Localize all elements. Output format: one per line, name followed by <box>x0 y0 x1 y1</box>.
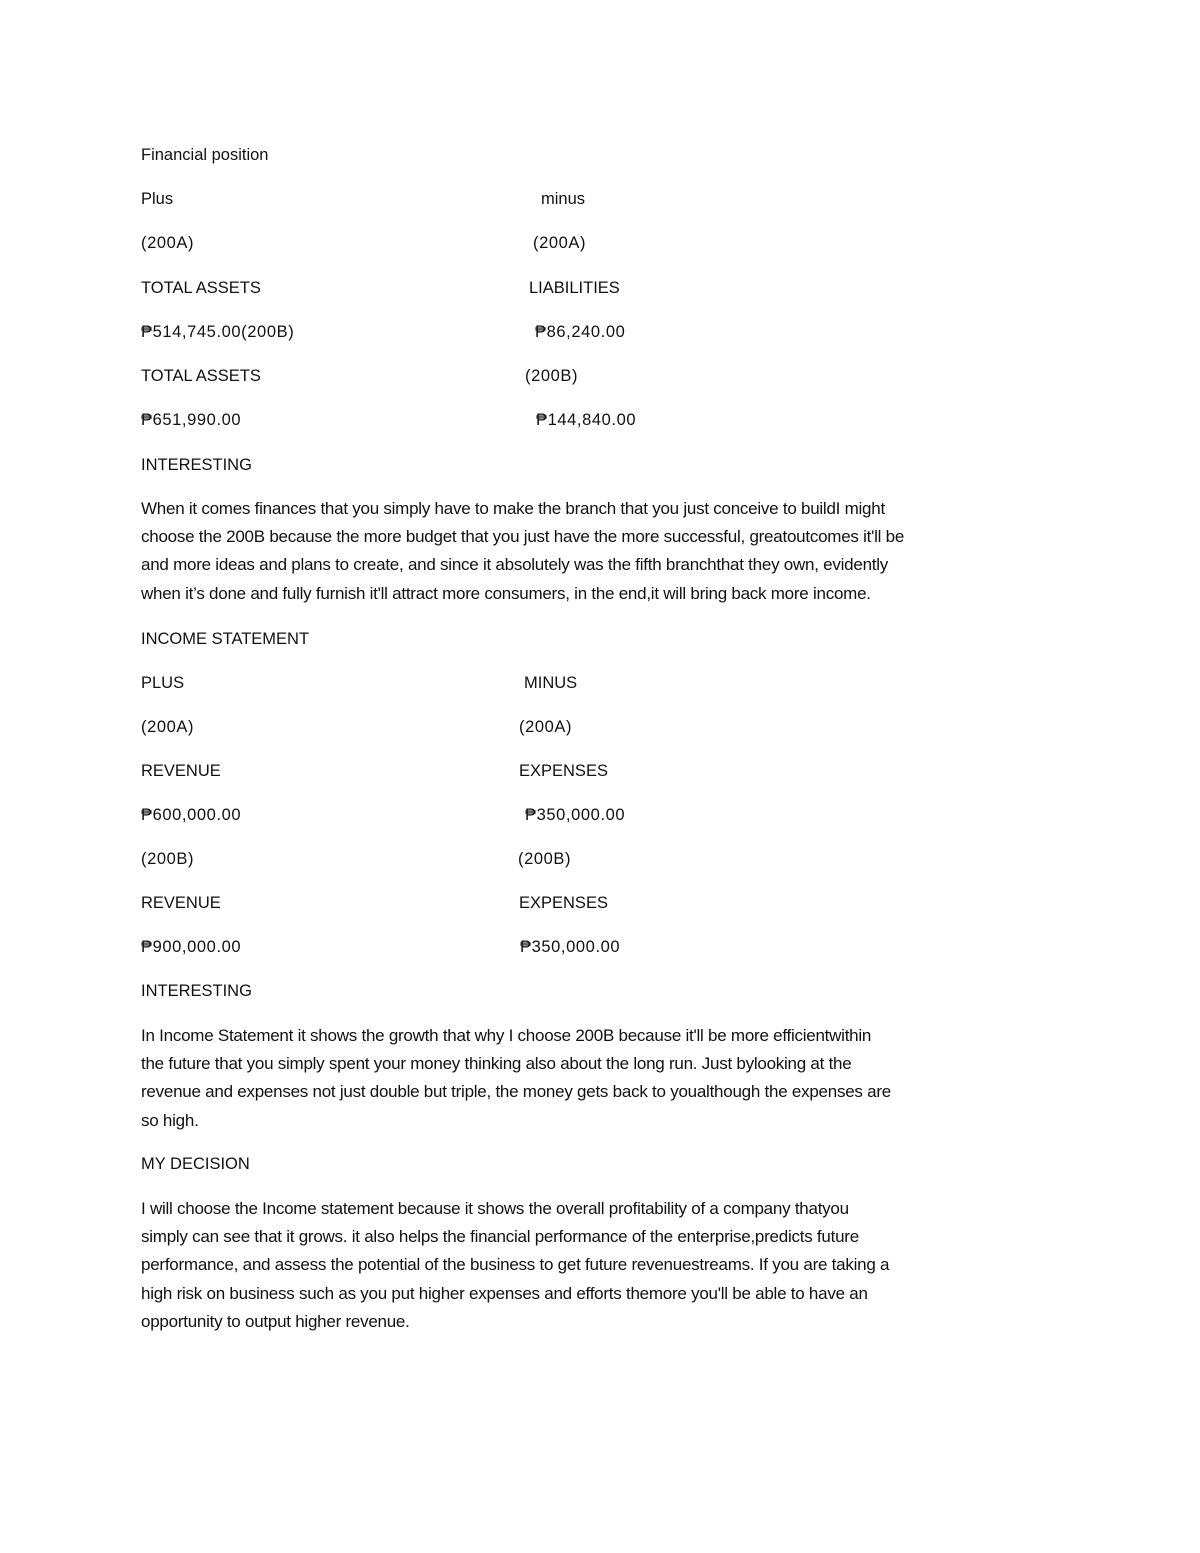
fp-right-cell: (200A) <box>533 234 587 252</box>
fp-paragraph-line: choose the 200B because the more budget that you just have the more successful, greatoutcomes it'll be <box>141 527 905 546</box>
fp-right-cell: LIABILITIES <box>529 279 620 297</box>
fp-right-cell: ₱86,240.00 <box>535 323 626 341</box>
decision-heading: MY DECISION <box>141 1155 250 1173</box>
is-left-cell: PLUS <box>141 674 185 692</box>
is-paragraph-line: revenue and expenses not just double but triple, the money gets back to youalthough the expenses are <box>141 1082 891 1101</box>
is-paragraph-line: In Income Statement it shows the growth that why I choose 200B because it'll be more efficientwithin <box>141 1026 872 1045</box>
is-left-cell: (200A) <box>141 718 195 736</box>
fp-paragraph-line: when it’s done and fully furnish it'll attract more consumers, in the end,it will bring back more income. <box>141 584 871 603</box>
is-paragraph-line: so high. <box>141 1111 199 1130</box>
is-left-cell: REVENUE <box>141 894 221 912</box>
is-left-cell: (200B) <box>141 850 195 868</box>
fp-paragraph-line: and more ideas and plans to create, and since it absolutely was the fifth branchthat they own, evidently <box>141 555 889 574</box>
fp-interesting-heading: INTERESTING <box>141 456 252 474</box>
is-right-cell: MINUS <box>524 674 578 692</box>
is-right-cell: (200B) <box>518 850 572 868</box>
fp-left-cell: TOTAL ASSETS <box>141 279 261 297</box>
fp-left-cell: ₱651,990.00 <box>141 411 242 429</box>
income-statement-heading: INCOME STATEMENT <box>141 630 310 648</box>
is-left-cell: ₱900,000.00 <box>141 938 242 956</box>
fp-right-cell: minus <box>541 190 586 208</box>
is-paragraph-line: the future that you simply spent your money thinking also about the long run. Just bylooking at the <box>141 1054 852 1073</box>
fp-left-cell: (200A) <box>141 234 195 252</box>
fp-left-cell: ₱514,745.00(200B) <box>141 323 295 341</box>
is-left-cell: REVENUE <box>141 762 221 780</box>
is-left-cell: ₱600,000.00 <box>141 806 242 824</box>
financial-position-heading: Financial position <box>141 146 269 164</box>
decision-paragraph-line: I will choose the Income statement because it shows the overall profitability of a company thatyou <box>141 1199 849 1218</box>
is-right-cell: EXPENSES <box>519 894 608 912</box>
is-right-cell: ₱350,000.00 <box>520 938 621 956</box>
decision-paragraph-line: high risk on business such as you put higher expenses and efforts themore you'll be able to have an <box>141 1284 868 1303</box>
fp-paragraph-line: When it comes finances that you simply have to make the branch that you just conceive to buildI might <box>141 499 885 518</box>
is-right-cell: ₱350,000.00 <box>525 806 626 824</box>
fp-left-cell: Plus <box>141 190 174 208</box>
fp-left-cell: TOTAL ASSETS <box>141 367 261 385</box>
is-right-cell: (200A) <box>519 718 573 736</box>
fp-right-cell: ₱144,840.00 <box>536 411 637 429</box>
is-interesting-heading: INTERESTING <box>141 982 252 1000</box>
decision-paragraph-line: opportunity to output higher revenue. <box>141 1312 410 1331</box>
decision-paragraph-line: performance, and assess the potential of the business to get future revenuestreams. If you are taking a <box>141 1255 890 1274</box>
decision-paragraph-line: simply can see that it grows. it also helps the financial performance of the enterprise,predicts future <box>141 1227 859 1246</box>
fp-right-cell: (200B) <box>525 367 579 385</box>
is-right-cell: EXPENSES <box>519 762 608 780</box>
